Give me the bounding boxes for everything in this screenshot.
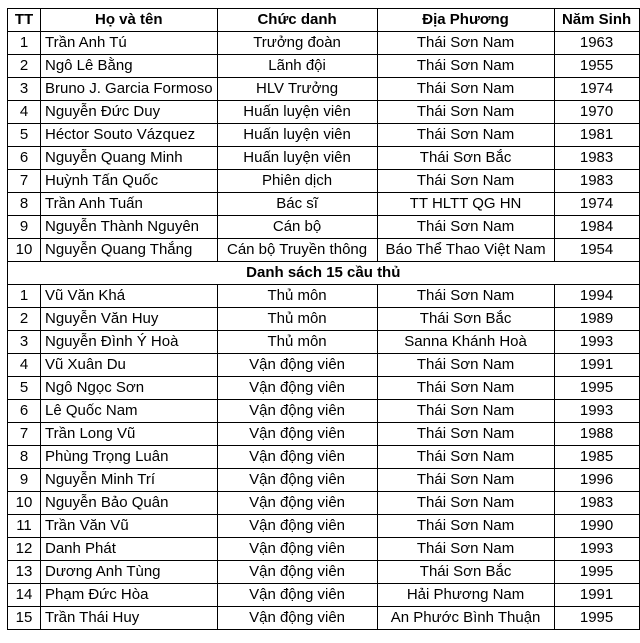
cell-role: Lãnh đội (217, 55, 377, 78)
cell-name: Vũ Xuân Du (41, 354, 218, 377)
cell-tt: 8 (8, 446, 41, 469)
cell-place: Thái Sơn Nam (377, 469, 554, 492)
cell-place: Thái Sơn Nam (377, 285, 554, 308)
table-row (8, 584, 640, 607)
cell-place: Hải Phương Nam (377, 584, 554, 607)
cell-name: Nguyễn Thành Nguyên (41, 216, 218, 239)
cell-place: Thái Sơn Nam (377, 55, 554, 78)
cell-year: 1996 (554, 469, 639, 492)
cell-name: Trần Anh Tuấn (41, 193, 218, 216)
cell-role: Vận động viên (217, 561, 377, 584)
table-row (8, 423, 640, 446)
cell-year: 1981 (554, 124, 639, 147)
cell-year: 1993 (554, 538, 639, 561)
cell-role: Vận động viên (217, 400, 377, 423)
cell-role: Huấn luyện viên (217, 147, 377, 170)
cell-year: 1970 (554, 101, 639, 124)
cell-name: Phạm Đức Hòa (41, 584, 218, 607)
cell-tt: 14 (8, 584, 41, 607)
cell-role: Thủ môn (217, 308, 377, 331)
cell-tt: 3 (8, 331, 41, 354)
header-row (8, 9, 640, 32)
cell-place: Thái Sơn Bắc (377, 561, 554, 584)
cell-tt: 1 (8, 285, 41, 308)
cell-name: Bruno J. Garcia Formoso (41, 78, 218, 101)
cell-place: Thái Sơn Nam (377, 492, 554, 515)
cell-year: 1985 (554, 446, 639, 469)
cell-year: 1984 (554, 216, 639, 239)
cell-name: Nguyễn Văn Huy (41, 308, 218, 331)
cell-tt: 6 (8, 400, 41, 423)
cell-year: 1989 (554, 308, 639, 331)
cell-tt: 4 (8, 354, 41, 377)
section-divider (8, 262, 640, 285)
cell-year: 1995 (554, 377, 639, 400)
cell-name: Trần Anh Tú (41, 32, 218, 55)
cell-place: An Phước Bình Thuận (377, 607, 554, 630)
header-role: Chức danh (217, 9, 377, 32)
cell-tt: 9 (8, 216, 41, 239)
cell-role: Thủ môn (217, 331, 377, 354)
cell-place: Thái Sơn Nam (377, 101, 554, 124)
roster-document (7, 8, 640, 630)
table-row (8, 78, 640, 101)
header-place: Địa Phương (377, 9, 554, 32)
cell-place: Thái Sơn Nam (377, 354, 554, 377)
table-row (8, 469, 640, 492)
table-row (8, 101, 640, 124)
cell-place: Thái Sơn Nam (377, 400, 554, 423)
cell-name: Trần Long Vũ (41, 423, 218, 446)
cell-name: Ngô Lê Bằng (41, 55, 218, 78)
header-year: Năm Sinh (554, 9, 639, 32)
cell-year: 1991 (554, 354, 639, 377)
cell-name: Nguyễn Bảo Quân (41, 492, 218, 515)
cell-name: Vũ Văn Khá (41, 285, 218, 308)
cell-place: Thái Sơn Nam (377, 538, 554, 561)
cell-role: Bác sĩ (217, 193, 377, 216)
cell-role: Huấn luyện viên (217, 101, 377, 124)
cell-name: Héctor Souto Vázquez (41, 124, 218, 147)
table-row (8, 400, 640, 423)
cell-name: Nguyễn Đình Ý Hoà (41, 331, 218, 354)
cell-place: Báo Thể Thao Việt Nam (377, 239, 554, 262)
cell-place: Thái Sơn Nam (377, 216, 554, 239)
cell-role: Huấn luyện viên (217, 124, 377, 147)
cell-year: 1963 (554, 32, 639, 55)
cell-name: Nguyễn Minh Trí (41, 469, 218, 492)
cell-year: 1974 (554, 193, 639, 216)
table-row (8, 193, 640, 216)
cell-name: Ngô Ngọc Sơn (41, 377, 218, 400)
table-row (8, 285, 640, 308)
cell-name: Nguyễn Đức Duy (41, 101, 218, 124)
cell-year: 1983 (554, 170, 639, 193)
table-row (8, 538, 640, 561)
cell-place: Thái Sơn Nam (377, 446, 554, 469)
table-row (8, 561, 640, 584)
cell-role: Thủ môn (217, 285, 377, 308)
table-row (8, 446, 640, 469)
cell-role: Vận động viên (217, 354, 377, 377)
cell-name: Phùng Trọng Luân (41, 446, 218, 469)
cell-year: 1993 (554, 331, 639, 354)
cell-role: Vận động viên (217, 607, 377, 630)
cell-role: Vận động viên (217, 538, 377, 561)
cell-tt: 8 (8, 193, 41, 216)
table-row (8, 515, 640, 538)
table-row (8, 607, 640, 630)
cell-tt: 2 (8, 308, 41, 331)
cell-year: 1983 (554, 492, 639, 515)
cell-role: Phiên dịch (217, 170, 377, 193)
cell-place: Thái Sơn Bắc (377, 308, 554, 331)
roster-table (7, 8, 640, 630)
cell-tt: 15 (8, 607, 41, 630)
cell-tt: 10 (8, 239, 41, 262)
cell-role: Cán bộ Truyền thông (217, 239, 377, 262)
cell-year: 1983 (554, 147, 639, 170)
cell-place: TT HLTT QG HN (377, 193, 554, 216)
cell-role: Cán bộ (217, 216, 377, 239)
cell-role: Vận động viên (217, 492, 377, 515)
table-row (8, 308, 640, 331)
table-row (8, 377, 640, 400)
table-row (8, 354, 640, 377)
cell-tt: 7 (8, 170, 41, 193)
cell-role: Vận động viên (217, 377, 377, 400)
table-row (8, 216, 640, 239)
cell-tt: 5 (8, 124, 41, 147)
cell-tt: 6 (8, 147, 41, 170)
cell-tt: 3 (8, 78, 41, 101)
cell-name: Dương Anh Tùng (41, 561, 218, 584)
players-list (8, 285, 640, 630)
cell-tt: 7 (8, 423, 41, 446)
cell-year: 1954 (554, 239, 639, 262)
section-row (8, 262, 640, 285)
cell-year: 1974 (554, 78, 639, 101)
cell-name: Lê Quốc Nam (41, 400, 218, 423)
cell-place: Thái Sơn Bắc (377, 147, 554, 170)
cell-place: Thái Sơn Nam (377, 124, 554, 147)
cell-place: Thái Sơn Nam (377, 377, 554, 400)
cell-role: Vận động viên (217, 446, 377, 469)
header-name: Họ và tên (41, 9, 218, 32)
cell-name: Trần Thái Huy (41, 607, 218, 630)
cell-role: Vận động viên (217, 584, 377, 607)
cell-tt: 10 (8, 492, 41, 515)
cell-year: 1988 (554, 423, 639, 446)
cell-name: Danh Phát (41, 538, 218, 561)
cell-year: 1995 (554, 607, 639, 630)
table-row (8, 32, 640, 55)
cell-place: Thái Sơn Nam (377, 78, 554, 101)
cell-year: 1991 (554, 584, 639, 607)
cell-year: 1955 (554, 55, 639, 78)
cell-tt: 5 (8, 377, 41, 400)
table-row (8, 124, 640, 147)
cell-role: Trưởng đoàn (217, 32, 377, 55)
table-row (8, 147, 640, 170)
header-tt: TT (8, 9, 41, 32)
cell-year: 1995 (554, 561, 639, 584)
cell-year: 1994 (554, 285, 639, 308)
cell-tt: 2 (8, 55, 41, 78)
cell-tt: 11 (8, 515, 41, 538)
cell-name: Nguyễn Quang Thắng (41, 239, 218, 262)
cell-tt: 13 (8, 561, 41, 584)
cell-name: Nguyễn Quang Minh (41, 147, 218, 170)
cell-tt: 12 (8, 538, 41, 561)
staff-list (8, 32, 640, 262)
cell-tt: 4 (8, 101, 41, 124)
cell-place: Sanna Khánh Hoà (377, 331, 554, 354)
table-row (8, 170, 640, 193)
table-row (8, 239, 640, 262)
table-row (8, 55, 640, 78)
cell-tt: 1 (8, 32, 41, 55)
cell-name: Huỳnh Tấn Quốc (41, 170, 218, 193)
cell-tt: 9 (8, 469, 41, 492)
cell-place: Thái Sơn Nam (377, 170, 554, 193)
table-row (8, 492, 640, 515)
cell-year: 1990 (554, 515, 639, 538)
cell-role: HLV Trưởng (217, 78, 377, 101)
table-row (8, 331, 640, 354)
cell-role: Vận động viên (217, 515, 377, 538)
cell-role: Vận động viên (217, 423, 377, 446)
cell-place: Thái Sơn Nam (377, 423, 554, 446)
cell-place: Thái Sơn Nam (377, 515, 554, 538)
section-title: Danh sách 15 cầu thủ (8, 262, 640, 285)
cell-year: 1993 (554, 400, 639, 423)
cell-name: Trần Văn Vũ (41, 515, 218, 538)
cell-role: Vận động viên (217, 469, 377, 492)
cell-place: Thái Sơn Nam (377, 32, 554, 55)
